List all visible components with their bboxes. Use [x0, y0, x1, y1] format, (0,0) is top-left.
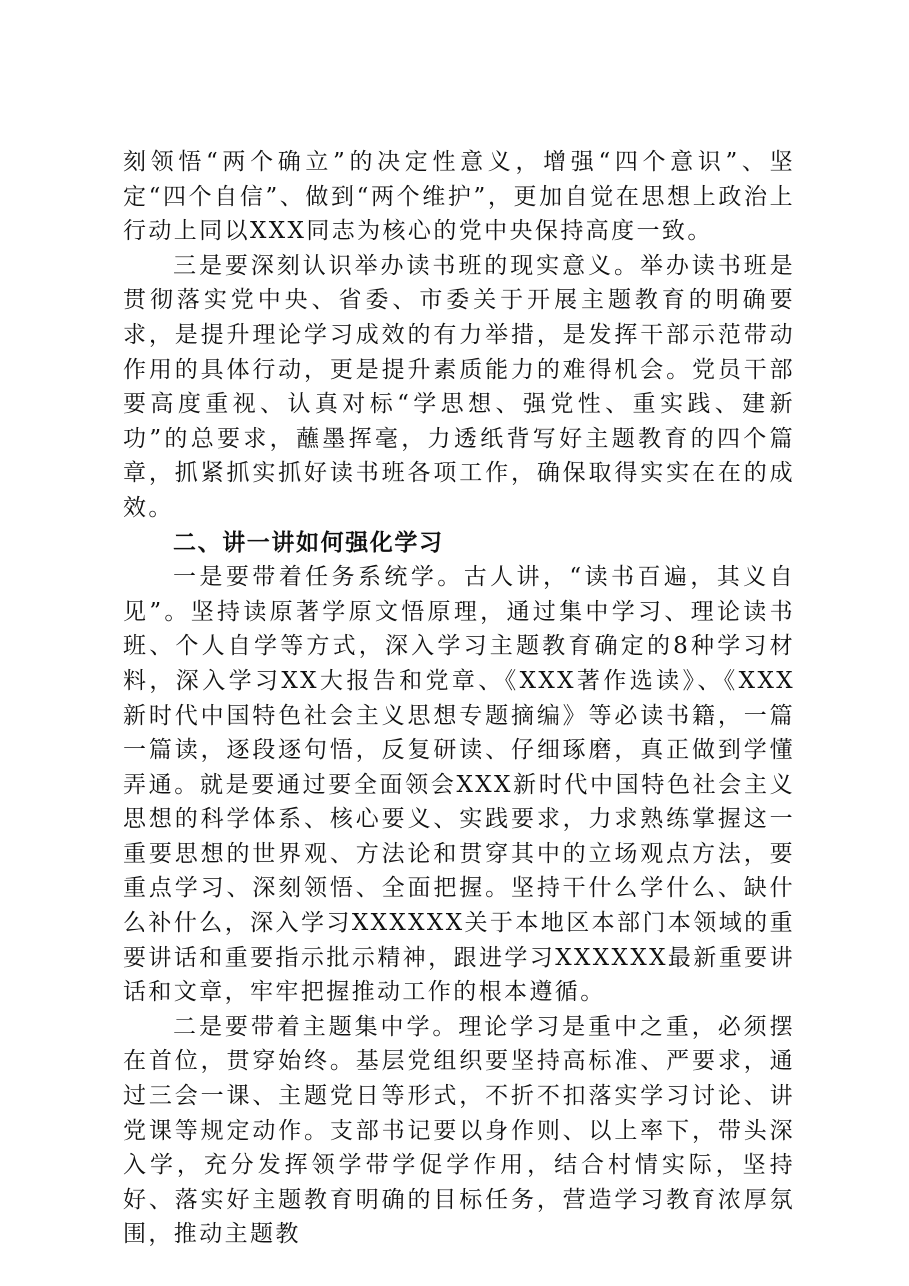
section-heading-two: 二、讲一讲如何强化学习 [173, 529, 444, 556]
paragraph-study-with-theme: 二是要带着主题集中学。理论学习是重中之重，必须摆在首位，贯穿始终。基层党组织要坚持高标准、严要求，通过三会一课、主题党日等形式，不折不扣落实学习讨论、讲党课等规定动作。支部书记要以身作则、以上率下，带头深入学，充分发挥领学带学促学作用，结合村情实际，坚持好、落实好主题教育明确的目标任务，营造学习教育浓厚氛围，推动主题教 [123, 1013, 795, 1248]
paragraph-study-with-tasks: 一是要带着任务系统学。古人讲，“读书百遍，其义自见”。坚持读原著学原文悟原理，通过集中学习、理论读书班、个人自学等方式，深入学习主题教育确定的8种学习材料，深入学习XX大报告和党章、《XXX著作选读》、《XXX新时代中国特色社会主义思想专题摘编》等必读书籍，一篇一篇读，逐段逐句悟，反复研读、仔细琢磨，真正做到学懂弄通。就是要通过要全面领会XXX新时代中国特色社会主义思想的科学体系、核心要义、实践要求，力求熟练掌握这一重要思想的世界观、方法论和贯穿其中的立场观点方法，要重点学习、深刻领悟、全面把握。坚持干什么学什么、缺什么补什么，深入学习XXXXXX关于本地区本部门本领域的重要讲话和重要指示批示精神，跟进学习XXXXXX最新重要讲话和文章，牢牢把握推动工作的根本遵循。 [123, 564, 795, 1006]
document-body [123, 145, 795, 1252]
paragraph-continuation: 刻领悟“两个确立”的决定性意义，增强“四个意识”、坚定“四个自信”、做到“两个维护”，更加自觉在思想上政治上行动上同以XXX同志为核心的党中央保持高度一致。 [123, 149, 795, 245]
paragraph-point-three: 三是要深刻认识举办读书班的现实意义。举办读书班是贯彻落实党中央、省委、市委关于开展主题教育的明确要求，是提升理论学习成效的有力举措，是发挥干部示范带动作用的具体行动，更是提升素质能力的难得机会。党员干部要高度重视、认真对标“学思想、强党性、重实践、建新功”的总要求，蘸墨挥毫，力透纸背写好主题教育的四个篇章，抓紧抓实抓好读书班各项工作，确保取得实实在在的成效。 [123, 252, 795, 521]
